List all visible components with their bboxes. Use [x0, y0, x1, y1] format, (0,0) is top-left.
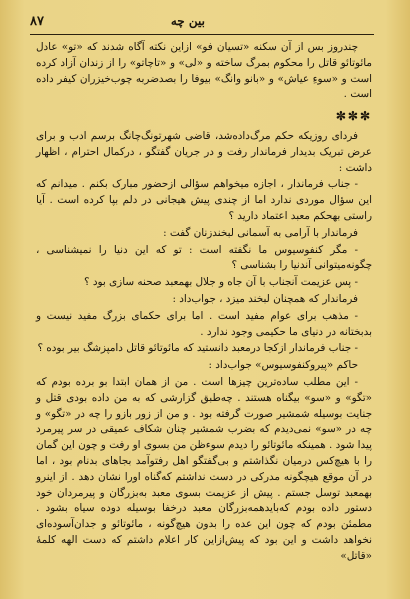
- paragraph: فردای روزیکه حکم مرگ‌داده‌شد، قاضی شهرتونگ‌چانگ برسم ادب و برای عرض تبریک بدیدار فرماندار رفت و در جریان گفتگو ، درکمال احترام ، اظهار داشت :: [36, 129, 372, 174]
- page-number: ۸۷: [30, 14, 44, 29]
- paragraph: - پس عزیمت آنجناب با آن جاه و جلال بهمعبد صحنه سازی بود ؟: [84, 276, 358, 289]
- section-break-ornament: ✼✼✼: [335, 109, 372, 124]
- paragraph: - مذهب برای عوام مفید است . اما برای حکمای بزرگ مفید نیست و بدبختانه در دنیای ما حکیمی وجود ندارد .: [36, 309, 372, 338]
- paragraph: - مگر کنفوسیوس ما نگفته است : تو که این دنیا را نمیشناسی ، چگونه‌میتوانی آندنیا را بشناسی ؟: [36, 243, 372, 272]
- paragraph-part: فرماندار با آرامی: [284, 226, 358, 239]
- running-title: بین چه: [170, 14, 205, 28]
- paragraph-part: به آسمانی لبخندزنان گفت :: [163, 226, 282, 239]
- paragraph: فرماندار که همچنان لبخند میزد ، جواب‌داد :: [172, 292, 358, 305]
- header-rule: [30, 34, 374, 35]
- body-text: [36, 40, 372, 566]
- running-head: [30, 12, 370, 32]
- paragraph: چندروز بس از آن سکنه «تسیان فو» ازاین نکته آگاه شدند که «تو» عادل مائوتائو قاتل را محکوم بمرگ ساخته و «لی» و «تاچاتو» را از زندان آزاد کرده است و «سوءِ عیاش» و «بانو وانگ» بیوفا را بصدضربه چوب‌خیزران کیفر داده است .: [36, 41, 372, 101]
- paragraph: - جناب فرماندار ازکجا درمعبد دانستید که مائوتائو قاتل دامپزشگ بیر بوده ؟: [37, 342, 358, 355]
- paragraph: - این مطلب ساده‌ترین چیزها است . من از همان ابتدا بو برده بودم که «تگو» و «سو» بیگناه هستند . چه‌طبق گزارشی که به من داده بودی قتل و جنایت بوسیله شمشیر صورت گرفته بود . و من از زور بازو را چه در «تگو» و چه در «سو» نمی‌دیدم که بضرب شمشیر چنان شکاف عمیقی در سر پیرمرد پیدا شود . همینکه مائوتائو را دیدم سوءظن من بسوی او رفت و چون این گمان را با هیچ‌کس درمیان نگذاشتم و بی‌گفتگو اهل رفتوآمد بجاهای بدنام بود ، اما در آن موقع هیچگونه مدرکی در دست نداشتم که‌گناه اورا نشان دهد . از اینرو بهمعبد توسل جستم . پیش از عزیمت بسوی معبد به‌بزرگان و پیرمردان خود دستور داده بودم که‌بایدهمه‌بزرگان معبد درخفا بوسیله دوده سیاه بشود . مطمئن بودم که چون این عده را بدون هیچ‌گونه ، مائوتائو و جدان‌آسوده‌ای نخواهد داشت و این بود که پیش‌ازاین کار اعلام داشتم که دست الهه کلمهٔ «قاتل»: [36, 375, 372, 562]
- paragraph: [36, 226, 372, 242]
- paragraph: حاکم «پیروکنفوسیوس» جواب‌داد :: [208, 359, 358, 372]
- paragraph: - جناب فرماندار ، اجازه میخواهم سؤالی ازحضور مبارک بکنم . میدانم که این سؤال موردی ندارد اما از چندی پیش هیجانی در دلم بپا کرده است . آیا راستی بهحکم معبد اعتماد دارید ؟: [36, 178, 372, 222]
